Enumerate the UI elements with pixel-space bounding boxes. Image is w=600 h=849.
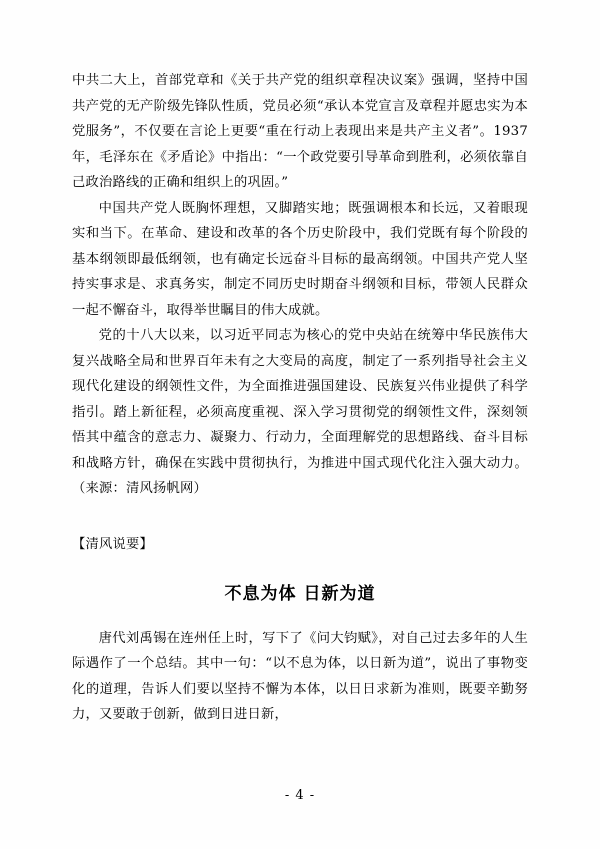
paragraph-2: 中国共产党人既胸怀理想，又脚踏实地；既强调根本和长远，又着眼现实和当下。在革命、建设和改革的各个历史阶段中，我们党既有每个阶段的基本纲领即最低纲领，也有确定长远奋斗目标的最高纲领。中国共产党人坚持实事求是、求真务实，制定不同历史时期奋斗纲领和目标，带领人民群众一起不懈奋斗，取得举世瞩目的伟大成就。 [72,200,528,318]
paragraph-3: 党的十八大以来，以习近平同志为核心的党中央站在统筹中华民族伟大复兴战略全局和世界百年未有之大变局的高度，制定了一系列指导社会主义现代化建设的纲领性文件，为全面推进强国建设、民族复兴伟业提供了科学指引。踏上新征程，必须高度重视、深入学习贯彻党的纲领性文件，深刻领悟其中蕴含的意志力、凝聚力、行动力，全面理解党的思想路线、奋斗目标和战略方针，确保在实践中贯彻执行，为推进中国式现代化注入强大动力。（来源：清风扬帆网） [72,328,528,497]
section-heading-tag: 【清风说要】 [72,536,153,552]
paragraph-4: 唐代刘禹锡在连州任上时，写下了《问大钧赋》，对自己过去多年的人生际遇作了一个总结。其中一句：“以不息为体，以日新为道”，说出了事物变化的道理，告诉人们要以坚持不懈为本体，以日日求新为准则，既要辛勤努力，又要敢于创新，做到日进日新， [72,630,528,723]
page-number: - 4 - [284,788,316,803]
article-title: 不息为体 日新为道 [224,584,376,605]
paragraph-1: 中共二大上，首部党章和《关于共产党的组织章程决议案》强调，坚持中国共产党的无产阶级先锋队性质，党员必须“承认本党宣言及章程并愿忠实为本党服务”，不仅要在言论上更要“重在行动上表现出来是共产主义者”。1937年，毛泽东在《矛盾论》中指出：“一个政党要引导革命到胜利，必须依靠自己政治路线的正确和组织上的巩固。” [72,73,528,191]
document-body [72,68,528,728]
